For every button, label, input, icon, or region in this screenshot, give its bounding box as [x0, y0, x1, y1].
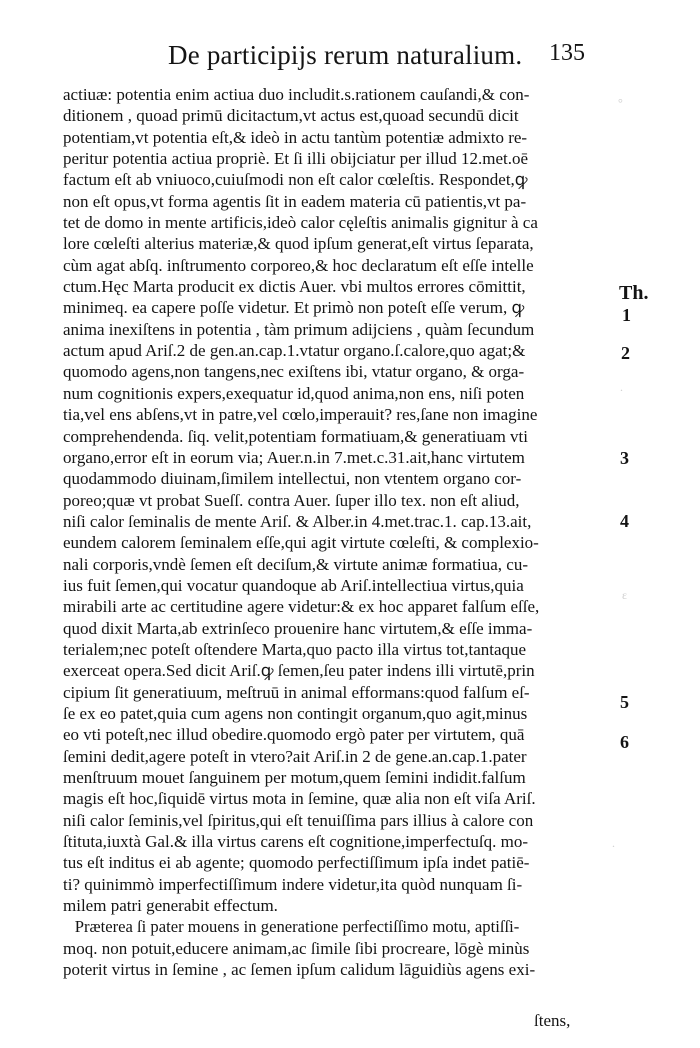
text-line: anima inexiſtens in potentia , tàm primum adijciens , quàm ſecundum — [63, 319, 535, 339]
text-line: minimeq. ea capere poſſe videtur. Et primò non poteſt eſſe verum, ꝙ — [63, 298, 525, 318]
show-through-mark: . — [612, 836, 615, 850]
text-line: tia,vel ens abſens,vt in patre,vel cœlo,imperauit? res,ſane non imagine — [63, 405, 538, 425]
margin-number: 2 — [621, 343, 630, 363]
text-line: niſi calor ſeminis,vel ſpiritus,qui eſt tenuiſſima pars illius à calore con — [63, 810, 534, 830]
text-line: menſtruum mouet ſanguinem per motum,quem ſemini indidit.falſum — [63, 768, 526, 787]
text-line: factum eſt ab vniuoco,cuiuſmodi non eſt calor cœleſtis. Respondet,ꝙ — [63, 170, 528, 190]
text-line: potentiam,vt potentia eſt,& ideò in actu tantùm potentiæ admixto re- — [63, 127, 528, 147]
show-through-mark: ° — [618, 96, 623, 110]
text-line: mirabili arte ac certitudine agere videtur:& ex hoc apparet falſum eſſe, — [63, 597, 540, 617]
text-line: tus eſt inditus ei ab agente; quomodo perfectiſſimum ipſa indet patiē- — [63, 853, 530, 873]
text-line: milem patri generabit effectum. — [63, 896, 278, 916]
text-line: cùm agat abſq. inſtrumento corporeo,& hoc declaratum eſt eſſe intelle — [63, 255, 534, 275]
text-line: poreo;quæ vt probat Sueſſ. contra Auer. ſuper illo tex. non eſt aliud, — [63, 490, 520, 510]
text-line: eo vti poteſt,nec illud obedire.quomodo ergò pater per virtutem, quā — [63, 725, 525, 745]
page-number: 135 — [549, 40, 585, 66]
text-line: tet de domo in mente artificis,ideò calor cęleſtis animalis gignitur à ca — [63, 213, 538, 233]
text-line: quod dixit Marta,ab extrinſeco prouenire hanc virtutem,& eſſe imma- — [63, 618, 533, 638]
margin-number: 1 — [622, 305, 631, 325]
margin-heading: Th. — [619, 282, 649, 304]
text-line: magis eſt hoc,ſiquidē virtus mota in ſemine, quæ alia non eſt viſa Ariſ. — [63, 789, 536, 809]
text-line: exerceat opera.Sed dicit Ariſ.ꝙ ſemen,ſeu pater indens illi virtutē,prin — [63, 661, 535, 681]
text-line: ſtituta,iuxtà Gal.& illa virtus carens eſt cognitione,imperfectuſq. mo- — [63, 832, 529, 852]
text-line: peritur potentia actiua propriè. Et ſi illi obijciatur per illud 12.met.oē — [63, 149, 529, 169]
text-line: comprehendenda. ſiq. velit,potentiam formatiuam,& generatiuam vti — [63, 426, 528, 446]
text-line: nali corporis,vndè ſemen eſt deciſum,& virtute animæ formatiua, cu- — [63, 554, 529, 574]
catchword: ſtens, — [534, 1011, 571, 1030]
text-line: quomodo agens,non tangens,nec exiſtens ibi, vtatur organo, & orga- — [63, 362, 525, 382]
text-line: ius fuit ſemen,qui vocatur quandoque ab Ariſ.intellectiua virtus,quia — [63, 575, 524, 595]
text-line: poterit virtus in ſemine , ac ſemen ipſum calidum lāguidiùs agens exi- — [63, 960, 536, 980]
running-title: De participijs rerum naturalium. — [168, 40, 523, 70]
text-line: lore cœleſti alterius materiæ,& quod ipſum generat,eſt virtus ſeparata, — [63, 234, 534, 254]
paragraph-first-line: Præterea ſi pater mouens in generatione perfectiſſimo motu, aptiſſi- — [74, 917, 520, 937]
text-line: ſemini dedit,agere poteſt in vtero?ait Ariſ.in 2 de gene.an.cap.1.pater — [63, 746, 527, 766]
margin-number: 4 — [620, 511, 629, 531]
margin-number: 5 — [620, 692, 629, 712]
text-line: quodammodo diuinam,ſimilem intellectui, non vtentem organo cor- — [63, 469, 522, 489]
text-line: terialem;nec poteſt oſtendere Marta,quo pacto illa virtus tot,tantaque — [63, 639, 527, 659]
margin-number: 6 — [620, 732, 629, 752]
text-line: moq. non potuit,educere animam,ac ſimile ſibi procreare, lōgè minùs — [63, 938, 530, 958]
text-line: niſi calor ſeminalis de mente Ariſ. & Alber.in 4.met.trac.1. cap.13.ait, — [63, 511, 532, 531]
text-line: cipium ſit generatiuum, meſtruū in animal efformans:quod falſum eſ- — [63, 682, 530, 702]
text-line: actiuæ: potentia enim actiua duo includit.s.rationem cauſandi,& con- — [63, 85, 530, 104]
text-line: ſe ex eo patet,quia cum agens non contingit organum,quo agit,minus — [63, 703, 528, 723]
main-text-block — [63, 84, 603, 980]
text-line: eundem calorem ſeminalem eſſe,qui agit virtute cœleſti, & complexio- — [63, 533, 539, 553]
text-line: ctum.Hęc Marta producit ex dictis Auer. vbi multos errores cōmittit, — [63, 277, 526, 297]
text-line: non eſt opus,vt forma agentis ſit in eadem materia cū patientis,vt pa- — [63, 191, 527, 211]
text-line: organo,error eſt in eorum via; Auer.n.in 7.met.c.31.ait,hanc virtutem — [63, 447, 525, 467]
show-through-mark: . — [620, 380, 623, 394]
text-line: ti? quinimmò imperfectiſſimum indere videtur,ita quòd nunquam ſi- — [63, 874, 523, 894]
margin-number: 3 — [620, 448, 629, 468]
text-line: ditionem , quoad primū dicitactum,vt actus est,quoad secundū dicit — [63, 106, 519, 126]
show-through-mark: ɛ — [622, 588, 628, 602]
text-line: num cognitionis expers,exequatur id,quod anima,non ens, niſi poten — [63, 383, 525, 403]
text-line: actum apud Ariſ.2 de gen.an.cap.1.vtatur organo.ſ.calore,quo agat;& — [63, 341, 526, 361]
